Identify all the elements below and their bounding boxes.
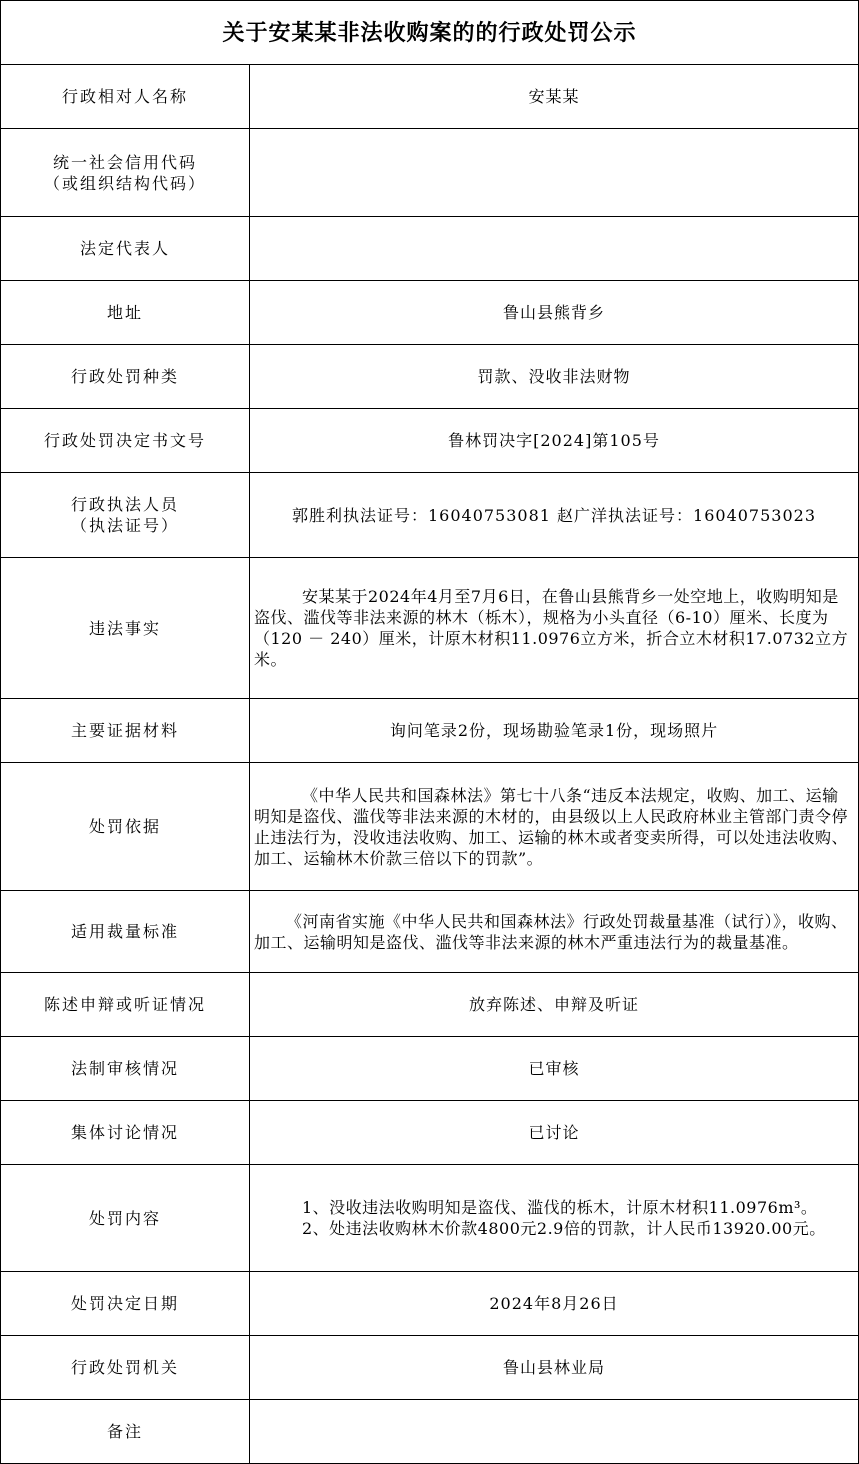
label-credit-code-line1: 统一社会信用代码 [52,152,197,172]
value-credit-code [250,129,859,217]
label-decision-no: 行政处罚决定书文号 [1,409,250,473]
row-standard [1,891,859,973]
content-item-2: 2、处违法收购林木价款4800元2.9倍的罚款，计人民币13920.00元。 [302,1219,826,1238]
label-legal-review: 法制审核情况 [1,1037,250,1101]
label-basis: 处罚依据 [1,763,250,891]
label-address: 地址 [1,281,250,345]
penalty-notice-table [0,64,859,1464]
value-authority: 鲁山县林业局 [250,1336,859,1400]
row-evidence [1,699,859,763]
facts-paragraph: 安某某于2024年4月至7月6日，在鲁山县熊背乡一处空地上，收购明知是盗伐、滥伐等非法来源的林木（栎木），规格为小头直径（6-10）厘米、长度为（120 － 240）厘米，计原木材积11.0976立方米，折合立木材积17.0732立方米。 [254,587,849,669]
value-collective: 已讨论 [250,1101,859,1165]
content-item-1: 1、没收违法收购明知是盗伐、滥伐的栎木，计原木材积11.0976m³。 [302,1198,818,1217]
row-legal-rep [1,217,859,281]
label-hearing: 陈述申辩或听证情况 [1,973,250,1037]
row-hearing [1,973,859,1037]
value-legal-review: 已审核 [250,1037,859,1101]
value-evidence: 询问笔录2份，现场勘验笔录1份，现场照片 [250,699,859,763]
label-legal-rep: 法定代表人 [1,217,250,281]
value-decision-date: 2024年8月26日 [250,1272,859,1336]
value-remarks [250,1400,859,1464]
label-penalty-type: 行政处罚种类 [1,345,250,409]
row-address [1,281,859,345]
row-authority [1,1336,859,1400]
label-authority: 行政处罚机关 [1,1336,250,1400]
row-basis [1,763,859,891]
label-evidence: 主要证据材料 [1,699,250,763]
value-penalty-type: 罚款、没收非法财物 [250,345,859,409]
row-remarks [1,1400,859,1464]
label-collective: 集体讨论情况 [1,1101,250,1165]
row-content [1,1165,859,1272]
row-officers [1,473,859,558]
value-facts [250,558,859,699]
value-basis [250,763,859,891]
document-title: 关于安某某非法收购案的的行政处罚公示 [0,0,859,64]
basis-paragraph: 《中华人民共和国森林法》第七十八条“违反本法规定，收购、加工、运输明知是盗伐、滥伐等非法来源的木材的，由县级以上人民政府林业主管部门责令停止违法行为，没收违法收购、加工、运输的林木或者变卖所得，可以处违法收购、加工、运输林木价款三倍以下的罚款”。 [254,785,849,868]
standard-paragraph: 《河南省实施《中华人民共和国森林法》行政处罚裁量基准（试行）》，收购、加工、运输明知是盗伐、滥伐等非法来源的林木严重违法行为的裁量基准。 [254,911,848,952]
label-credit-code [1,129,250,217]
row-facts [1,558,859,699]
label-remarks: 备注 [1,1400,250,1464]
label-credit-code-line2: （或组织结构代码） [43,173,206,193]
label-content: 处罚内容 [1,1165,250,1272]
label-officers [1,473,250,558]
row-decision-no [1,409,859,473]
row-collective [1,1101,859,1165]
row-credit-code [1,129,859,217]
label-officers-line1: 行政执法人员 [70,495,179,514]
row-decision-date [1,1272,859,1336]
label-officers-line2: （执法证号） [70,516,179,535]
label-standard: 适用裁量标准 [1,891,250,973]
label-party-name: 行政相对人名称 [1,65,250,129]
value-officers: 郭胜利执法证号：16040753081 赵广洋执法证号：16040753023 [250,473,859,558]
value-standard [250,891,859,973]
row-penalty-type [1,345,859,409]
row-party-name [1,65,859,129]
label-facts: 违法事实 [1,558,250,699]
value-content [250,1165,859,1272]
value-legal-rep [250,217,859,281]
label-decision-date: 处罚决定日期 [1,1272,250,1336]
value-decision-no: 鲁林罚决字[2024]第105号 [250,409,859,473]
value-address: 鲁山县熊背乡 [250,281,859,345]
row-legal-review [1,1037,859,1101]
value-hearing: 放弃陈述、申辩及听证 [250,973,859,1037]
value-party-name: 安某某 [250,65,859,129]
